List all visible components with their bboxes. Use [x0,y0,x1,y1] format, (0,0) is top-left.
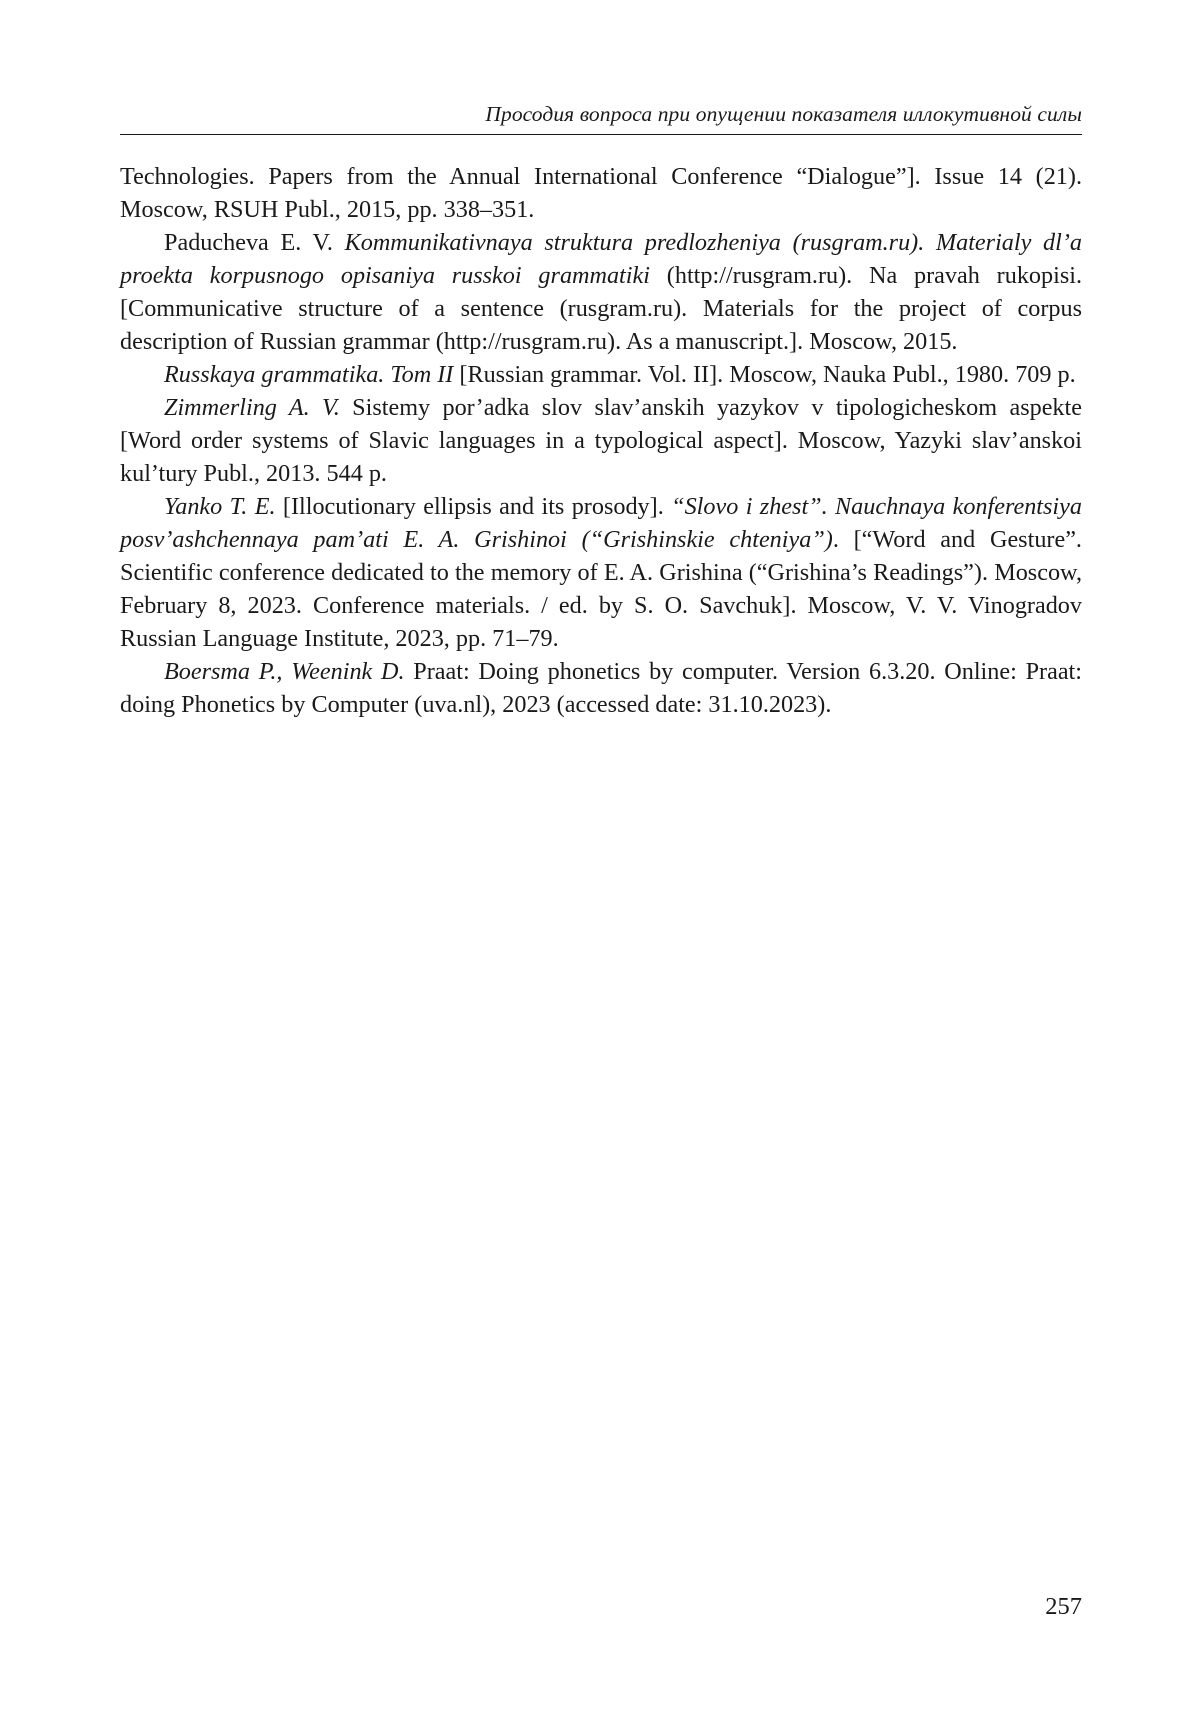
reference-italic-text: “Slovo i zhest”. Nauchnaya konferentsiya posv’ashchennaya pam’ati E. A. Grishinoi (“Grishinskie chteniya”) [120,493,1082,553]
reference-entry [120,655,1082,721]
header-rule [120,134,1082,135]
reference-entry [120,226,1082,358]
reference-text: [Illocutionary ellipsis and its prosody]. [275,493,672,520]
reference-entry [120,490,1082,655]
reference-list [120,160,1082,721]
reference-text: Technologies. Papers from the Annual International Conference “Dialogue”]. Issue 14 (21). Moscow, RSUH Publ., 2015, pp. 338–351. [120,163,1082,223]
reference-entry [120,160,1082,226]
reference-italic-text: Boersma P., Weenink D. [164,658,405,685]
reference-italic-text: Zimmerling A. V. [164,394,340,421]
reference-italic-text: Russkaya grammatika. Tom II [164,361,454,388]
reference-text: . [“Word and Gesture”. Scientific conference dedicated to the memory of E. A. Grishina (“Grishina’s Readings”). Moscow, February 8, 2023. Conference materials. / ed. by S. O. Savchuk]. Moscow, V. V. Vinogradov Russian Language Institute, 2023, pp. 71–79. [120,526,1082,652]
reference-text: Paducheva E. V. [164,229,345,256]
reference-entry [120,391,1082,490]
reference-text: (http://rusgram.ru). Na pravah rukopisi. [Communicative structure of a sentence (rusgram.ru). Materials for the project of corpus description of Russian grammar (http://rusgram.ru). As a manuscript.]. Moscow, 2015. [120,262,1082,355]
reference-text: [Russian grammar. Vol. II]. Moscow, Nauka Publ., 1980. 709 p. [453,361,1076,388]
running-header: Просодия вопроса при опущении показателя иллокутивной силы [485,102,1082,126]
reference-text: Sistemy por’adka slov slav’anskih yazykov v tipologicheskom aspekte [Word order systems of Slavic languages in a typological aspect]. Moscow, Yazyki slav’anskoi kul’tury Publ., 2013. 544 p. [120,394,1082,487]
reference-text: Praat: Doing phonetics by computer. Version 6.3.20. Online: Praat: doing Phonetics by Computer (uva.nl), 2023 (accessed date: 31.10.2023). [120,658,1082,718]
page-number: 257 [1045,1593,1082,1620]
reference-entry [120,358,1082,391]
reference-italic-text: Yanko T. E. [164,493,276,520]
reference-italic-text: Kommunikativnaya struktura predlozheniya (rusgram.ru). Materialy dl’a proekta korpusnogo opisaniya russkoi grammatiki [120,229,1082,289]
